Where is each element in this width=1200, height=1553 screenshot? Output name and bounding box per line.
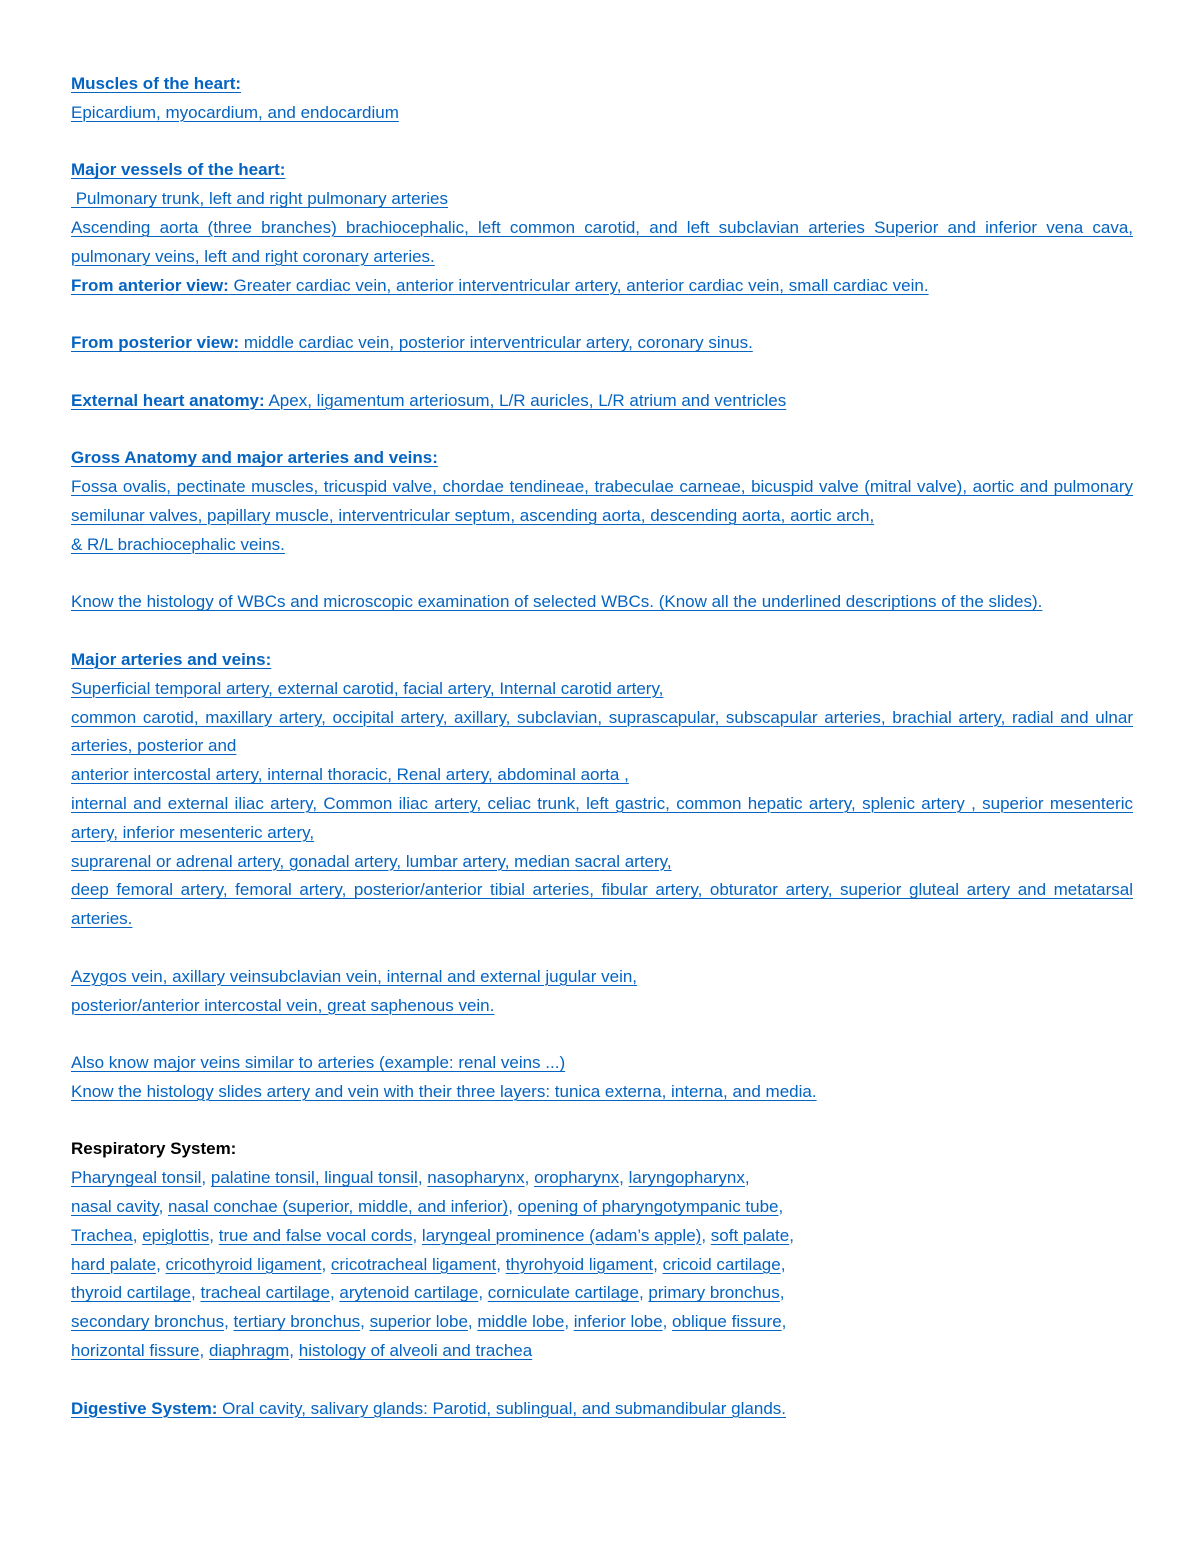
spacer: [71, 617, 1133, 646]
respiratory-line: [71, 1337, 1133, 1366]
muscles-heading[interactable]: Muscles of the heart:: [71, 74, 242, 93]
separator: ,: [701, 1225, 711, 1245]
external-anatomy-label: External heart anatomy:: [71, 390, 265, 410]
separator: ,: [224, 1312, 234, 1332]
respiratory-term[interactable]: palatine tonsil, lingual tonsil: [210, 1168, 418, 1188]
anterior-view-label: From anterior view:: [71, 275, 229, 295]
digestive-text: Oral cavity, salivary glands: Parotid, sublingual, and submandibular glands.: [217, 1398, 786, 1418]
separator: ,: [191, 1283, 201, 1303]
spacer: [71, 416, 1133, 445]
respiratory-term[interactable]: arytenoid cartilage: [339, 1283, 479, 1303]
respiratory-heading: Respiratory System:: [71, 1139, 237, 1159]
respiratory-term[interactable]: diaphragm: [208, 1341, 290, 1361]
separator: ,: [321, 1254, 331, 1274]
separator: ,: [619, 1168, 629, 1188]
document-page: [71, 70, 1133, 1423]
separator: ,: [158, 1197, 169, 1217]
separator: ,: [209, 1225, 219, 1245]
external-anatomy-text: Apex, ligamentum arteriosum, L/R auricles, L/R atrium and ventricles: [264, 390, 787, 410]
respiratory-term[interactable]: laryngopharynx: [628, 1168, 745, 1188]
respiratory-term[interactable]: oblique fissure: [672, 1312, 782, 1332]
posterior-view-line[interactable]: [71, 329, 1133, 358]
separator: ,: [156, 1254, 166, 1274]
separator: ,: [653, 1254, 663, 1274]
spacer: [71, 560, 1133, 589]
spacer: [71, 1366, 1133, 1395]
also-know-line[interactable]: Also know major veins similar to arteries (example: renal veins ...): [71, 1053, 566, 1073]
arteries-line[interactable]: deep femoral artery, femoral artery, posterior/anterior tibial arteries, fibular artery, obturator artery, superior gluteal artery and metatarsal arteries.: [71, 880, 1133, 929]
separator: ,: [417, 1168, 428, 1188]
anterior-view-text: Greater cardiac vein, anterior interventricular artery, anterior cardiac vein, small cardiac vein.: [228, 275, 929, 295]
respiratory-term[interactable]: secondary bronchus: [71, 1312, 225, 1332]
respiratory-term[interactable]: superior lobe: [369, 1312, 468, 1332]
respiratory-term[interactable]: tertiary bronchus: [233, 1312, 361, 1332]
respiratory-term[interactable]: thyrohyoid ligament: [505, 1254, 654, 1274]
separator: ,: [132, 1225, 143, 1245]
separator: ,: [496, 1254, 506, 1274]
respiratory-term[interactable]: opening of pharyngotympanic tube: [517, 1197, 779, 1217]
spacer: [71, 1107, 1133, 1136]
veins-line[interactable]: Azygos vein, axillary veinsubclavian vein, internal and external jugular vein,: [71, 966, 638, 986]
respiratory-term[interactable]: corniculate cartilage: [487, 1283, 639, 1303]
spacer: [71, 1020, 1133, 1049]
respiratory-line: [71, 1308, 1133, 1337]
respiratory-line: [71, 1193, 1133, 1222]
respiratory-term[interactable]: cricotracheal ligament: [330, 1254, 497, 1274]
histology-layers-line[interactable]: Know the histology slides artery and vein with their three layers: tunica externa, interna, and media.: [71, 1081, 817, 1101]
arteries-line[interactable]: internal and external iliac artery, Common iliac artery, celiac trunk, left gastric, common hepatic artery, splenic artery , superior mesenteric artery, inferior mesenteric artery,: [71, 793, 1133, 842]
respiratory-term[interactable]: inferior lobe: [573, 1312, 663, 1332]
respiratory-term[interactable]: soft palate: [710, 1225, 790, 1245]
digestive-label: Digestive System:: [71, 1398, 218, 1418]
muscles-text[interactable]: Epicardium, myocardium, and endocardium: [71, 102, 399, 122]
arteries-line[interactable]: common carotid, maxillary artery, occipital artery, axillary, subclavian, suprascapular, subscapular arteries, brachial artery, radial and ulnar arteries, posterior and: [71, 707, 1133, 756]
separator: ,: [201, 1168, 211, 1188]
separator: ,: [564, 1312, 574, 1332]
respiratory-term[interactable]: nasal cavity: [71, 1197, 159, 1217]
arteries-line[interactable]: suprarenal or adrenal artery, gonadal artery, lumbar artery, median sacral artery,: [71, 851, 672, 871]
separator: ,: [638, 1283, 649, 1303]
arteries-line[interactable]: anterior intercostal artery, internal thoracic, Renal artery, abdominal aorta ,: [71, 765, 629, 785]
spacer: [71, 934, 1133, 963]
separator: ,: [781, 1312, 787, 1332]
posterior-view-text: middle cardiac vein, posterior interventricular artery, coronary sinus.: [239, 333, 753, 353]
gross-anatomy-heading[interactable]: Gross Anatomy and major arteries and veins:: [71, 448, 438, 468]
respiratory-line: [71, 1164, 1133, 1193]
veins-line[interactable]: posterior/anterior intercostal vein, great saphenous vein.: [71, 995, 495, 1015]
separator: ,: [467, 1312, 478, 1332]
respiratory-term[interactable]: nasal conchae (superior, middle, and inferior): [168, 1197, 509, 1217]
respiratory-term[interactable]: epiglottis: [142, 1225, 210, 1245]
gross-anatomy-text[interactable]: Fossa ovalis, pectinate muscles, tricuspid valve, chordae tendineae, trabeculae carneae, bicuspid valve (mitral valve), aortic and pulmonary semilunar valves, papillary muscle, interventricular septum, ascending aorta, descending aorta, aortic arch,: [71, 477, 1133, 525]
respiratory-term[interactable]: horizontal fissure: [71, 1341, 200, 1361]
arteries-line[interactable]: Superficial temporal artery, external carotid, facial artery, Internal carotid artery,: [71, 678, 664, 698]
separator: ,: [289, 1341, 299, 1361]
spacer: [71, 128, 1133, 157]
separator: ,: [524, 1168, 535, 1188]
vessels-line-2[interactable]: Ascending aorta (three branches) brachiocephalic, left common carotid, and left subclavian arteries Superior and inferior vena cava, pulmonary veins, left and right coronary arteries.: [71, 217, 1133, 266]
respiratory-term[interactable]: Trachea: [71, 1225, 133, 1245]
posterior-view-label: From posterior view:: [71, 333, 240, 353]
separator: ,: [778, 1197, 784, 1217]
respiratory-term[interactable]: cricothyroid ligament: [165, 1254, 322, 1274]
arteries-heading[interactable]: Major arteries and veins:: [71, 649, 272, 669]
separator: ,: [662, 1312, 673, 1332]
respiratory-line: [71, 1279, 1133, 1308]
separator: ,: [508, 1197, 518, 1217]
respiratory-line: [71, 1222, 1133, 1251]
spacer: [71, 358, 1133, 387]
respiratory-term[interactable]: laryngeal prominence (adam’s apple): [421, 1225, 702, 1245]
separator: ,: [744, 1168, 750, 1188]
separator: ,: [329, 1283, 340, 1303]
separator: ,: [360, 1312, 370, 1332]
respiratory-list: [71, 1164, 1133, 1366]
respiratory-line: [71, 1251, 1133, 1280]
separator: ,: [780, 1254, 786, 1274]
anterior-view-line[interactable]: [71, 272, 1133, 301]
separator: ,: [779, 1283, 785, 1303]
external-anatomy-line[interactable]: [71, 387, 1133, 416]
respiratory-term[interactable]: cricoid cartilage: [662, 1254, 781, 1274]
respiratory-term[interactable]: thyroid cartilage: [71, 1283, 192, 1303]
respiratory-term[interactable]: nasopharynx: [427, 1168, 525, 1188]
wbc-histology-text[interactable]: Know the histology of WBCs and microscopic examination of selected WBCs. (Know all the underlined descriptions of the slides).: [71, 592, 1043, 612]
respiratory-term[interactable]: primary bronchus: [648, 1283, 780, 1303]
separator: ,: [478, 1283, 488, 1303]
vessels-line-1[interactable]: Pulmonary trunk, left and right pulmonary arteries: [71, 189, 449, 209]
digestive-line[interactable]: [71, 1395, 1133, 1424]
vessels-heading[interactable]: Major vessels of the heart:: [71, 160, 286, 180]
separator: ,: [412, 1225, 422, 1245]
respiratory-term[interactable]: tracheal cartilage: [200, 1283, 330, 1303]
respiratory-term[interactable]: middle lobe: [477, 1312, 565, 1332]
respiratory-term[interactable]: oropharynx: [534, 1168, 620, 1188]
respiratory-term[interactable]: histology of alveoli and trachea: [298, 1341, 533, 1361]
respiratory-term[interactable]: Pharyngeal tonsil: [71, 1168, 202, 1188]
respiratory-term[interactable]: hard palate: [71, 1254, 157, 1274]
respiratory-term[interactable]: true and false vocal cords: [218, 1225, 413, 1245]
spacer: [71, 300, 1133, 329]
separator: ,: [789, 1225, 794, 1245]
separator: ,: [199, 1341, 209, 1361]
gross-anatomy-text-2[interactable]: & R/L brachiocephalic veins.: [71, 534, 285, 554]
